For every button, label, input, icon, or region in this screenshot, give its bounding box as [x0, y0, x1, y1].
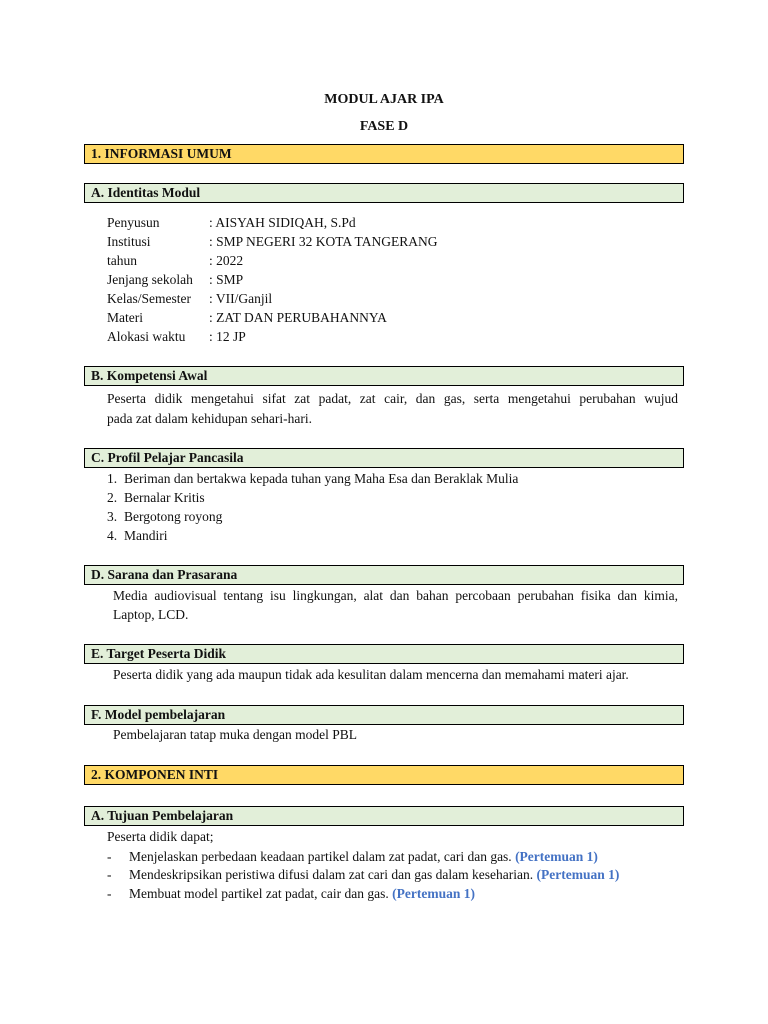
tujuan-intro: Peserta didik dapat; [107, 829, 214, 844]
target-text: Peserta didik yang ada maupun tidak ada kesulitan dalam mencerna dan memahami materi ajar. [113, 667, 629, 682]
list-item: 4. Mandiri [107, 528, 168, 543]
identitas-label: Institusi [107, 234, 151, 249]
list-dash: - [107, 849, 112, 864]
identitas-label: Materi [107, 310, 143, 325]
document-subtitle: FASE D [359, 119, 409, 134]
kompetensi-text-line: pada zat dalam kehidupan sehari-hari. [107, 411, 313, 426]
heading-identitas-modul: A. Identitas Modul [84, 183, 684, 203]
pertemuan-tag: (Pertemuan 1) [536, 867, 620, 882]
identitas-value: : SMP [209, 272, 244, 287]
heading-profil-pelajar: C. Profil Pelajar Pancasila [84, 448, 684, 468]
sarana-text-line: Laptop, LCD. [113, 607, 189, 622]
section-informasi-umum: 1. INFORMASI UMUM [84, 144, 684, 164]
kompetensi-text-line: Peserta didik mengetahui sifat zat padat, zat cair, dan gas, serta mengetahui perubahan wujud [107, 391, 678, 406]
identitas-value: : VII/Ganjil [209, 291, 273, 306]
list-dash: - [107, 886, 112, 901]
identitas-label: Jenjang sekolah [107, 272, 193, 287]
identitas-value: : ZAT DAN PERUBAHANNYA [209, 310, 387, 325]
list-item: 2. Bernalar Kritis [107, 490, 205, 505]
pertemuan-tag: (Pertemuan 1) [392, 886, 476, 901]
section-komponen-inti: 2. KOMPONEN INTI [84, 765, 684, 785]
list-item: Mendeskripsikan peristiwa difusi dalam zat cari dan gas dalam keseharian. (Pertemuan 1) [129, 867, 620, 882]
list-item: 1. Beriman dan bertakwa kepada tuhan yang Maha Esa dan Beraklak Mulia [107, 471, 519, 486]
list-item: Membuat model partikel zat padat, cair dan gas. (Pertemuan 1) [129, 886, 476, 901]
heading-kompetensi-awal: B. Kompetensi Awal [84, 366, 684, 386]
identitas-value: : SMP NEGERI 32 KOTA TANGERANG [209, 234, 438, 249]
identitas-value: : 2022 [209, 253, 244, 268]
list-dash: - [107, 867, 112, 882]
heading-target-peserta: E. Target Peserta Didik [84, 644, 684, 664]
identitas-label: Alokasi waktu [107, 329, 186, 344]
sarana-text-line: Media audiovisual tentang isu lingkungan, alat dan bahan percobaan perubahan fisika dan kimia, [113, 588, 678, 603]
identitas-value: : 12 JP [209, 329, 246, 344]
identitas-label: tahun [107, 253, 137, 268]
list-item: 3. Bergotong royong [107, 509, 223, 524]
model-text: Pembelajaran tatap muka dengan model PBL [113, 727, 358, 742]
identitas-value: : AISYAH SIDIQAH, S.Pd [209, 215, 356, 230]
identitas-label: Kelas/Semester [107, 291, 191, 306]
pertemuan-tag: (Pertemuan 1) [515, 849, 598, 864]
heading-tujuan-pembelajaran: A. Tujuan Pembelajaran [84, 806, 684, 826]
identitas-label: Penyusun [107, 215, 160, 230]
heading-sarana-prasarana: D. Sarana dan Prasarana [84, 565, 684, 585]
list-item: Menjelaskan perbedaan keadaan partikel dalam zat padat, cari dan gas. (Pertemuan 1) [129, 849, 598, 864]
heading-model-pembelajaran: F. Model pembelajaran [84, 705, 684, 725]
document-title: MODUL AJAR IPA [324, 92, 444, 107]
